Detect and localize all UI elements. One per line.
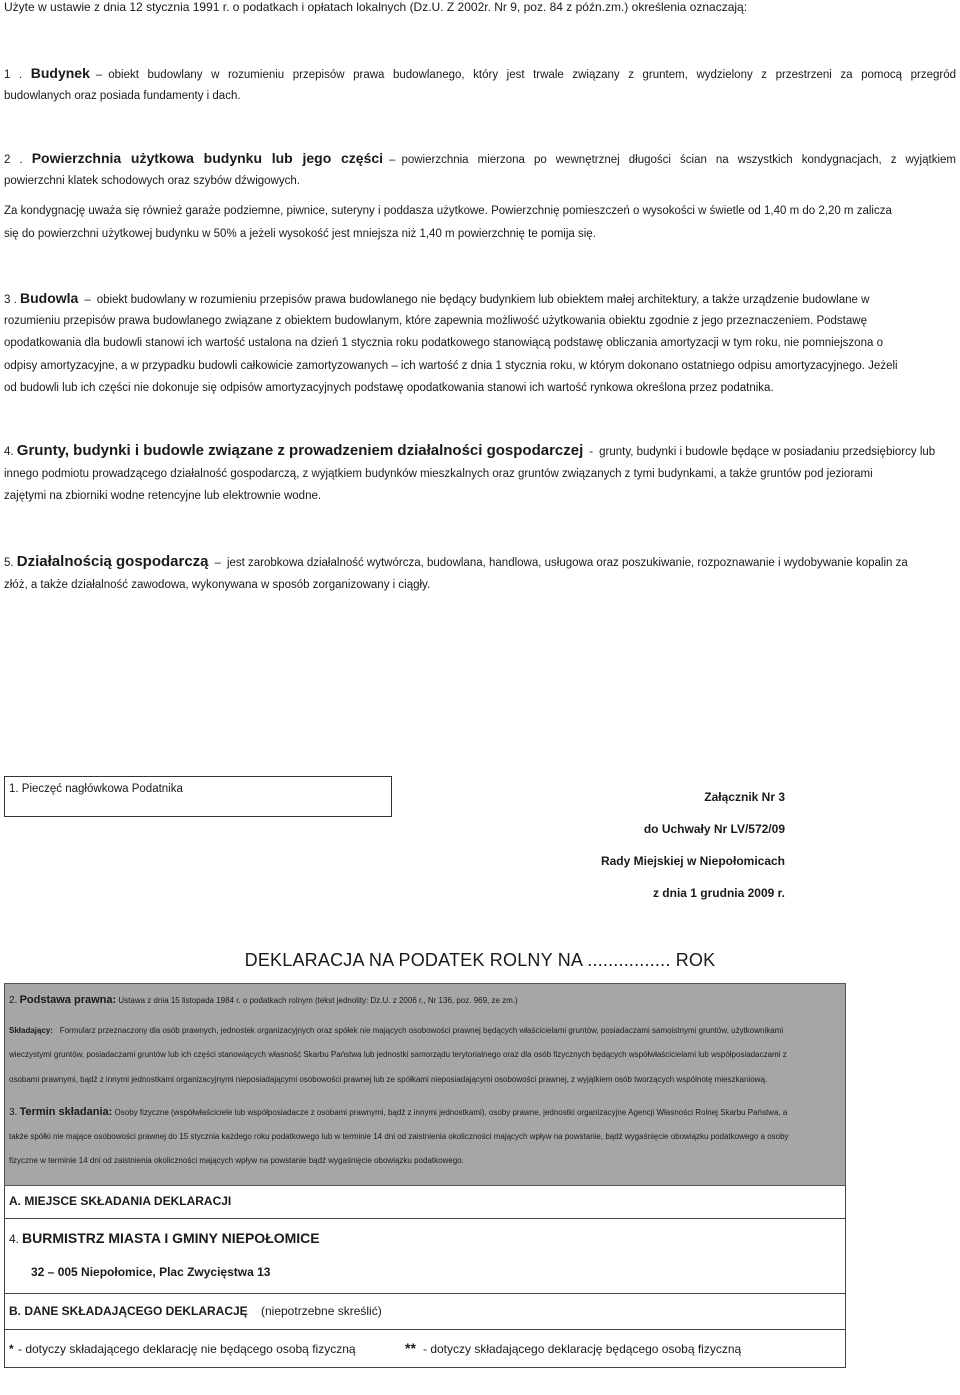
submitter-row-3: osobami prawnymi, bądź z innymi jednostkami organizacyjnymi nieposiadającymi osobowości prawnej lub ze spółkami nieposiadającymi osobowości prawnej, z wyjątkiem osób tworzących wspólnotę mieszkaniową.: [9, 1075, 768, 1084]
definition-text: od budowli lub ich części nie dokonuje się odpisów amortyzacyjnych podstawę opodatkowania stanowi ich wartość rynkowa określona przez podatnika.: [4, 382, 774, 394]
submitter-row-2: wieczystymi gruntów, posiadaczami gruntów lub ich części stanowiących własność Skarbu Państwa lub jednostki samorządu terytorialnego oraz dla osób fizycznych będących współwłaścicielami lub współposiadaczami z: [9, 1050, 787, 1059]
definition-text: powierzchnia mierzona po wewnętrznej długości ścian na wszystkich kondygnacjach, z wyjątkiem: [401, 154, 956, 166]
tax-office-address: 32 – 005 Niepołomice, Plac Zwycięstwa 13: [31, 1265, 271, 1279]
definition-text: obiekt budowlany w rozumieniu przepisów prawa budowlanego nie będący budynkiem lub obiektem małej architektury, a także urządzenie budowlane w: [96, 294, 870, 306]
definition-text: rozumieniu przepisów prawa budowlanego związane z obiektem budowlanym, które zapewnia możliwość użytkowania obiektu zgodnie z jego przeznaczeniem. Podstawę: [4, 314, 867, 327]
submitter-row: Składający: Formularz przeznaczony dla osób prawnych, jednostek organizacyjnych oraz spółek nie mających osobowości prawnej będących właścicielami gruntów, posiadaczami samoistnymi gruntów, użytkownikami: [9, 1026, 784, 1035]
legal-basis-row: 2. Podstawa prawna: Ustawa z dnia 15 listopada 1984 r. o podatkach rolnym (tekst jednolity: Dz.U. z 2006 r., Nr 136, poz. 969, ze zm.): [9, 994, 518, 1006]
definition-grunty: 4. Grunty, budynki i budowle związane z prowadzeniem działalności gospodarczej - grunty, budynki i budowle będące w posiadaniu przedsiębiorcy lub innego podmiotu prowadzącego działalność gospodarczą, z wyjątkiem budynków mieszkalnych oraz gruntów związanych z tymi budynkami, a także gruntów pod jeziorami zajętymi na zbiorniki wodne retencyjne lub elektrownie wodne.: [4, 440, 956, 508]
section-b-title: B. DANE SKŁADAJĄCEGO DEKLARACJĘ: [9, 1304, 248, 1318]
section-b-header: [4, 1294, 846, 1330]
definition-term: Działalnością gospodarczą: [16, 553, 209, 570]
definition-powierzchnia: 2 . Powierzchnia użytkowa budynku lub jego części – powierzchnia mierzona po wewnętrznej długości ścian na wszystkich kondygnacjach, z wyjątkiem powierzchni klatek schodowych oraz szybów dźwigowych. Za kondygnację uważa się również garaże podziemne, piwnice, suteryny i poddasza użytkowe. Powierzchnię pomieszczeń o wysokości w świetle od 1,40 m do 2,20 m zalicza się do powierzchni użytkowej budynku w 50% a jeżeli wysokość jest mniejsza niż 1,40 m powierzchnię te pomija się.: [4, 147, 956, 245]
definition-text: opodatkowania dla budowli stanowi ich wartość ustalona na dzień 1 stycznia roku podatkowego stanowiącą podstawę obliczania amortyzacji w tym roku, nie pomniejszona o: [4, 337, 883, 349]
definition-text: grunty, budynki i budowle będące w posiadaniu przedsiębiorcy lub: [599, 446, 936, 458]
definition-number: 4.: [4, 446, 14, 458]
deadline-row: 3. Termin składania: Osoby fizyczne (współwłaściciele lub współposiadacze z osobami prawnymi, bądź z innymi jednostkami), osoby prawne, jednostki organizacyjne Agencji Własności Rolnej Skarbu Państwa, a: [9, 1106, 788, 1118]
tax-office-name: BURMISTRZ MIASTA I GMINY NIEPOŁOMICE: [22, 1230, 320, 1246]
definition-text: się do powierzchni użytkowej budynku w 50% a jeżeli wysokość jest mniejsza niż 1,40 m powierzchnię te pomija się.: [4, 227, 596, 240]
legal-basis-box: [4, 983, 846, 1186]
annex-info: [485, 781, 785, 909]
definition-text: budowlanych oraz posiada fundamenty i dach.: [4, 89, 241, 102]
council-name: Rady Miejskiej w Niepołomicach: [600, 854, 785, 868]
definition-text: obiekt budowlany w rozumieniu przepisów prawa budowlanego, który jest trwale związany z gruntem, wydzielony z przestrzeni za pomocą przegród: [108, 69, 956, 81]
definition-text: odpisy amortyzacyjne, a w przypadku budowli całkowicie zamortyzowanych – ich wartość z dnia 1 stycznia roku, w którym dokonano ostatniego odpisu amortyzacyjnego. Jeżeli: [4, 359, 898, 372]
footnote-nonphysical[interactable]: - dotyczy składającego deklarację nie będącego osobą fizyczną: [18, 1342, 356, 1356]
applicant-type-row: [4, 1330, 846, 1368]
definition-term: Budynek: [30, 65, 90, 81]
resolution-date: z dnia 1 grudnia 2009 r.: [652, 886, 785, 900]
intro-text: Użyte w ustawie z dnia 12 stycznia 1991 r. o podatkach i opłatach lokalnych (Dz.U. Z 2002r. Nr 9, poz. 84 z późn.zm.) określenia oznaczają:: [4, 0, 748, 14]
footnote-double-star: **: [405, 1340, 416, 1356]
taxpayer-stamp-field[interactable]: [4, 776, 392, 817]
definition-text: innego podmiotu prowadzącego działalność gospodarczą, z wyjątkiem budynków mieszkalnych oraz gruntów związanych z tymi budynkami, a także gruntów pod jeziorami: [4, 467, 873, 480]
definition-text: jest zarobkowa działalność wytwórcza, budowlana, handlowa, usługowa oraz poszukiwanie, rozpoznawanie i wydobywanie kopalin za: [226, 557, 908, 569]
section-b-note: (niepotrzebne skreślić): [261, 1304, 382, 1318]
footnote-physical[interactable]: - dotyczy składającego deklarację będącego osobą fizyczną: [423, 1342, 742, 1356]
definition-number: 2 .: [4, 154, 23, 166]
field-number: 4.: [9, 1232, 20, 1246]
stamp-label: 1. Pieczęć nagłówkowa Podatnika: [9, 783, 183, 795]
definition-text: Za kondygnację uważa się również garaże podziemne, piwnice, suteryny i poddasza użytkowe. Powierzchnię pomieszczeń o wysokości w świetle od 1,40 m do 2,20 m zalicza: [4, 205, 892, 217]
definition-number: 1 .: [4, 69, 23, 81]
tax-office-field: [4, 1219, 846, 1294]
deadline-row-3: fizyczne w terminie 14 dni od zaistnienia okoliczności mających wpływ na powstanie bądź wygaśnięcie obowiązku podatkowego.: [9, 1156, 464, 1165]
definition-term: Budowla: [20, 290, 79, 306]
deadline-row-2: także spółki nie mające osobowości prawnej do 15 stycznia każdego roku podatkowego lub w terminie 14 dni od zaistnienia okoliczności mających wpływ na powstanie, bądź wygaśnięcie obowiązku podatkowego a osoby: [9, 1132, 789, 1141]
definition-text: powierzchni klatek schodowych oraz szybów dźwigowych.: [4, 174, 300, 187]
definition-term: Grunty, budynki i budowle związane z prowadzeniem działalności gospodarczej: [16, 442, 584, 459]
definition-term: Powierzchnia użytkowa budynku lub jego części: [31, 150, 384, 166]
definition-number: 3 .: [4, 294, 17, 306]
section-a-header: [4, 1186, 846, 1219]
definition-dzialalnosc: 5. Działalnością gospodarczą – jest zarobkowa działalność wytwórcza, budowlana, handlowa, usługowa oraz poszukiwanie, rozpoznawanie i wydobywanie kopalin za złóż, a także działalność zawodowa, wykonywana w sposób zorganizowany i ciągły.: [4, 551, 956, 596]
definition-text: zajętymi na zbiorniki wodne retencyjne lub elektrownie wodne.: [4, 490, 322, 502]
definition-text: złóż, a także działalność zawodowa, wykonywana w sposób zorganizowany i ciągły.: [4, 578, 431, 591]
definition-budowla: 3 . Budowla – obiekt budowlany w rozumieniu przepisów prawa budowlanego nie będący budynkiem lub obiektem małej architektury, a także urządzenie budowlane w rozumieniu przepisów prawa budowlanego związane z obiektem budowlanym, które zapewnia możliwość użytkowania obiektu zgodnie z jego przeznaczeniem. Podstawę opodatkowania dla budowli stanowi ich wartość ustalona na dzień 1 stycznia roku podatkowego stanowiącą podstawę obliczania amortyzacji w tym roku, nie pomniejszona o odpisy amortyzacyjne, a w przypadku budowli całkowicie zamortyzowanych – ich wartość z dnia 1 stycznia roku, w którym dokonano ostatniego odpisu amortyzacyjnego. Jeżeli od budowli lub ich części nie dokonuje się odpisów amortyzacyjnych podstawę opodatkowania stanowi ich wartość rynkowa określona przez podatnika.: [4, 287, 956, 400]
definition-number: 5.: [4, 557, 14, 569]
declaration-title: DEKLARACJA NA PODATEK ROLNY NA ................ ROK: [244, 950, 716, 970]
resolution-number: do Uchwały Nr LV/572/09: [643, 822, 785, 836]
annex-number: Załącznik Nr 3: [704, 790, 785, 804]
definition-budynek: 1 . Budynek – obiekt budowlany w rozumieniu przepisów prawa budowlanego, który jest trwale związany z gruntem, wydzielony z przestrzeni za pomocą przegród budowlanych oraz posiada fundamenty i dach.: [4, 62, 956, 107]
section-a-title: A. MIEJSCE SKŁADANIA DEKLARACJI: [9, 1194, 232, 1208]
footnote-star: *: [9, 1342, 14, 1356]
